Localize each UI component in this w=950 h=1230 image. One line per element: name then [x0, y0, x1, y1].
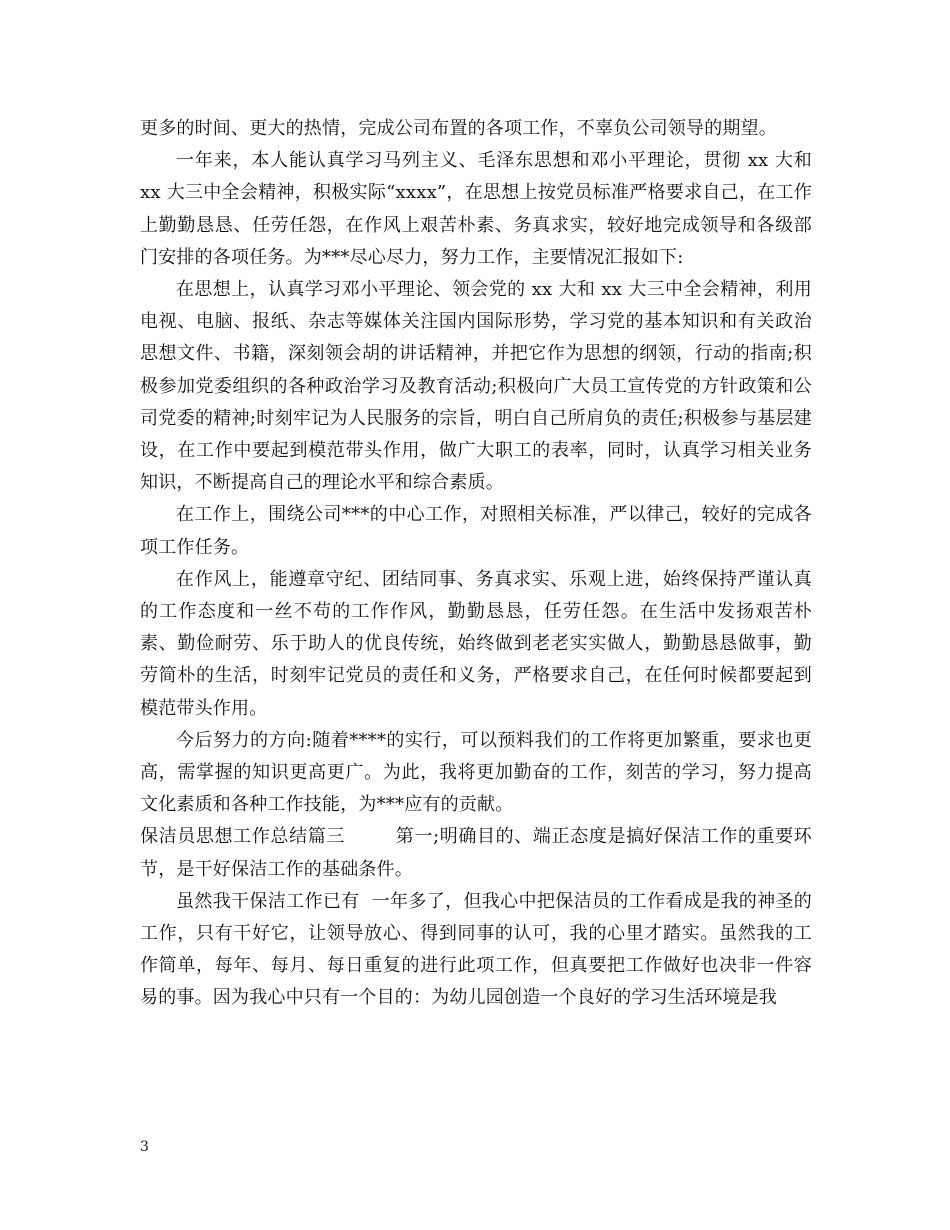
body-text: [140, 113, 812, 1015]
paragraph-cleaning: 虽然我干保洁工作已有 一年多了，但我心中把保洁员的工作看成是我的神圣的工作，只有干好它，让领导放心、得到同事的认可，我的心里才踏实。虽然我的工作简单，每年、每月、每日重复的进行此项工作，但真要把工作做好也决非一件容易的事。因为我心中只有一个目的：为幼儿园创造一个良好的学习生活环境是我: [140, 890, 812, 1009]
paragraph-intro: 一年来，本人能认真学习马列主义、毛泽东思想和邓小平理论，贯彻 xx 大和 xx 大三中全会精神，积极实际“xxxx”，在思想上按党员标准严格要求自己，在工作上勤勤恳恳、任劳任怨，在作风上艰苦朴素、务真求实，较好地完成领导和各级部门安排的各项任务。为***尽心尽力，努力工作，主要情况汇报如下:: [140, 150, 812, 268]
section-heading-paragraph: 保洁员思想工作总结篇三 第一;明确目的、端正态度是搞好保洁工作的重要环节，是干好保洁工作的基础条件。: [140, 826, 812, 880]
paragraph-thought: 在思想上，认真学习邓小平理论、领会党的 xx 大和 xx 大三中全会精神，利用电视、电脑、报纸、杂志等媒体关注国内国际形势，学习党的基本知识和有关政治思想文件、书籍，深刻领会胡的讲话精神，并把它作为思想的纲领，行动的指南;积极参加党委组织的各种政治学习及教育活动;积极向广大员工宣传党的方针政策和公司党委的精神;时刻牢记为人民服务的宗旨，明白自己所肩负的责任;积极参与基层建设，在工作中要起到模范带头作用，做广大职工的表率，同时，认真学习相关业务知识，不断提高自己的理论水平和综合素质。: [140, 279, 812, 494]
paragraph-continuation: 更多的时间、更大的热情，完成公司布置的各项工作，不辜负公司领导的期望。: [140, 118, 777, 139]
paragraph-style: 在作风上，能遵章守纪、团结同事、务真求实、乐观上进，始终保持严谨认真的工作态度和一丝不苟的工作作风，勤勤恳恳，任劳任怨。在生活中发扬艰苦朴素、勤俭耐劳、乐于助人的优良传统，始终做到老老实实做人，勤勤恳恳做事，勤劳简朴的生活，时刻牢记党员的责任和义务，严格要求自己，在任何时候都要起到模范带头作用。: [140, 568, 812, 719]
paragraph-future: 今后努力的方向:随着****的实行，可以预料我们的工作将更加繁重，要求也更高，需掌握的知识更高更广。为此，我将更加勤奋的工作，刻苦的学习，努力提高文化素质和各种工作技能，为***应有的贡献。: [140, 729, 812, 816]
paragraph-work: 在工作上，围绕公司***的中心工作，对照相关标准，严以律己，较好的完成各项工作任务。: [140, 504, 812, 558]
page-number: 3: [140, 1139, 149, 1155]
